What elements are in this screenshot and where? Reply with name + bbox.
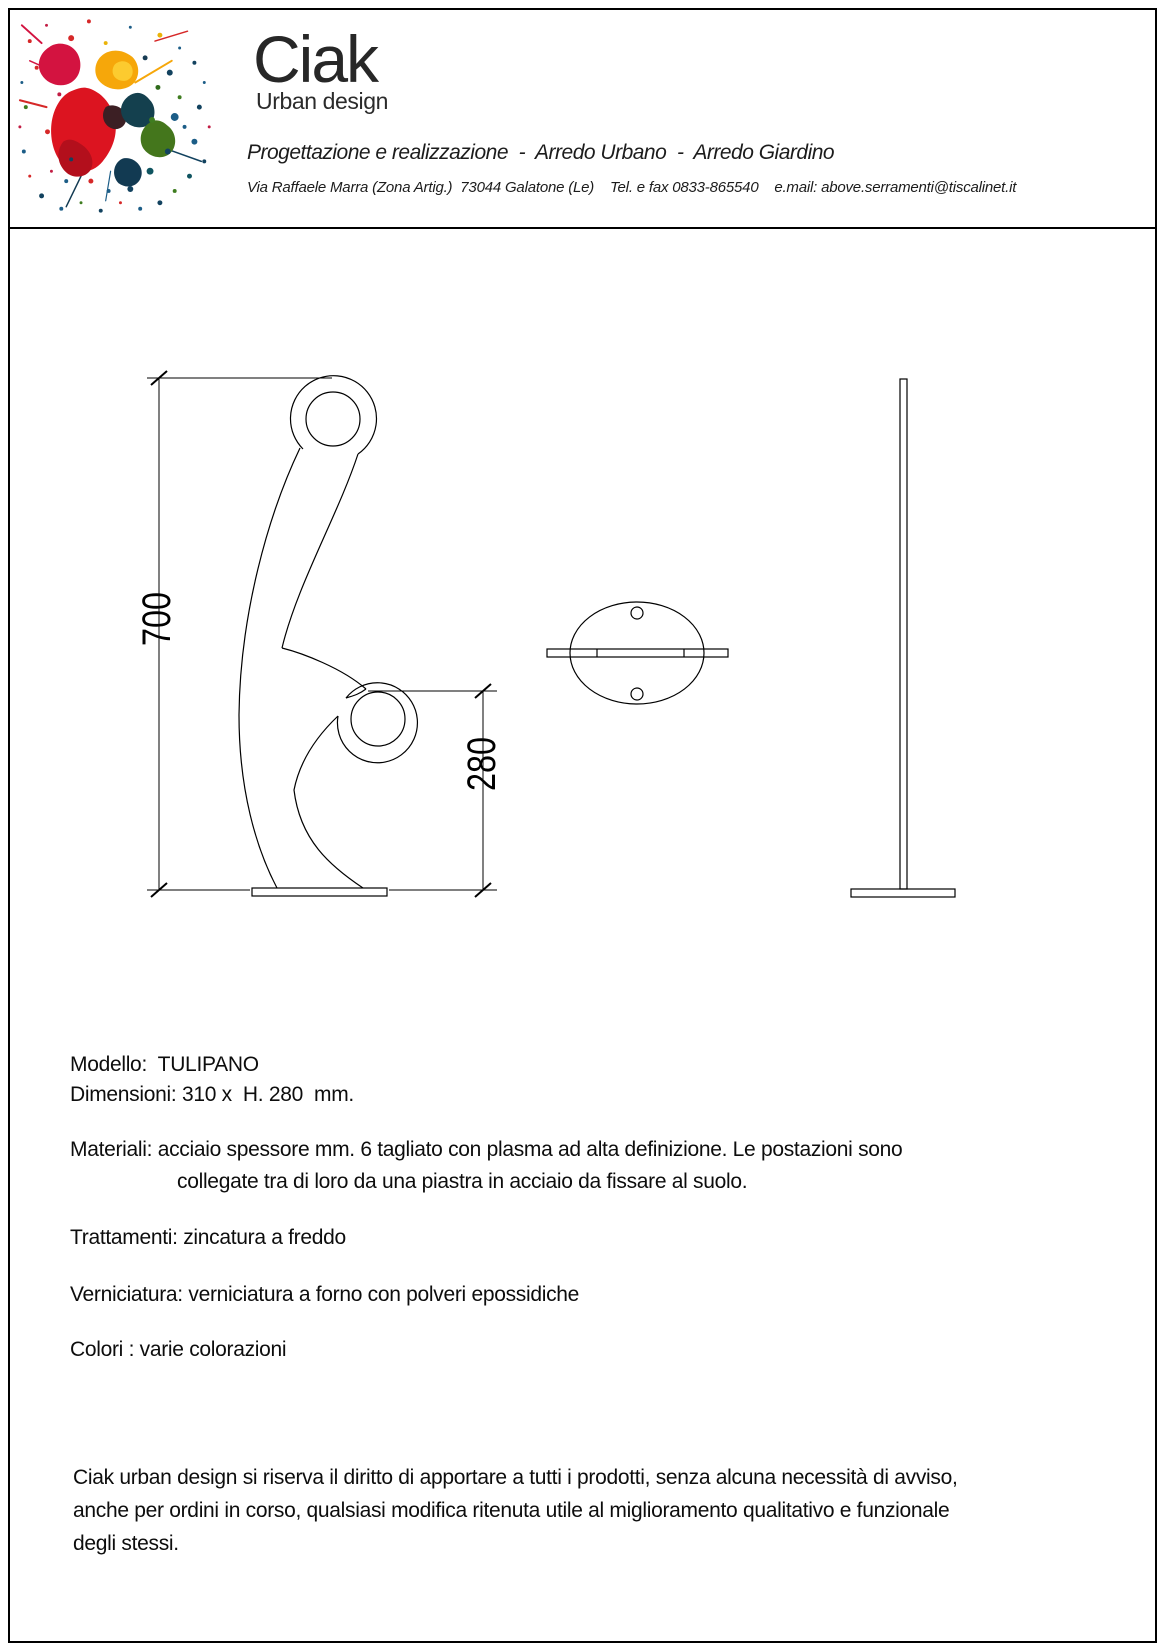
- spec-materiali-line1: Materiali: acciaio spessore mm. 6 tagliato con plasma ad alta definizione. Le postazioni sono: [70, 1138, 903, 1161]
- disclaimer-line: anche per ordini in corso, qualsiasi modifica ritenuta utile al miglioramento qualitativo e funzionale: [73, 1499, 950, 1522]
- brand-subtitle: Urban design: [256, 88, 389, 114]
- dimension-700-label: 700: [135, 579, 179, 646]
- technical-drawing: [0, 330, 1165, 950]
- spec-verniciatura: Verniciatura: verniciatura a forno con polveri epossidiche: [70, 1283, 580, 1306]
- side-view: [851, 379, 955, 897]
- front-base-plate: [252, 888, 387, 896]
- side-base-plate: [851, 889, 955, 897]
- dimension-lines: [147, 371, 497, 897]
- top-view: [547, 602, 728, 704]
- tagline: Progettazione e realizzazione - Arredo Urbano - Arredo Giardino: [247, 141, 835, 164]
- brand-title: Ciak: [253, 22, 378, 96]
- paint-splatter-logo: [12, 10, 224, 224]
- fixing-hole-top: [631, 607, 643, 619]
- spec-materiali-line2: collegate tra di loro da una piastra in acciaio da fissare al suolo.: [177, 1170, 748, 1193]
- address-line: Via Raffaele Marra (Zona Artig.) 73044 Galatone (Le) Tel. e fax 0833-865540 e.mail: above.serramenti@tiscalinet.it: [247, 179, 1017, 196]
- fixing-hole-bottom: [631, 688, 643, 700]
- splatter-blobs: [39, 44, 175, 187]
- disclaimer: [73, 1461, 958, 1560]
- front-view: [239, 376, 417, 896]
- dimension-280-label: 280: [460, 724, 504, 791]
- spec-colori: Colori : varie colorazioni: [70, 1338, 287, 1361]
- header-divider: [8, 227, 1157, 229]
- spec-trattamenti: Trattamenti: zincatura a freddo: [70, 1226, 346, 1249]
- spec-modello: Modello: TULIPANO: [70, 1053, 259, 1076]
- disclaimer-line: Ciak urban design si riserva il diritto di apportare a tutti i prodotti, senza alcuna necessità di avviso,: [73, 1466, 958, 1489]
- plate-bar: [547, 649, 728, 657]
- dimension-ticks: [151, 371, 491, 897]
- disclaimer-line: degli stessi.: [73, 1532, 179, 1555]
- spec-dimensioni: Dimensioni: 310 x H. 280 mm.: [70, 1083, 354, 1106]
